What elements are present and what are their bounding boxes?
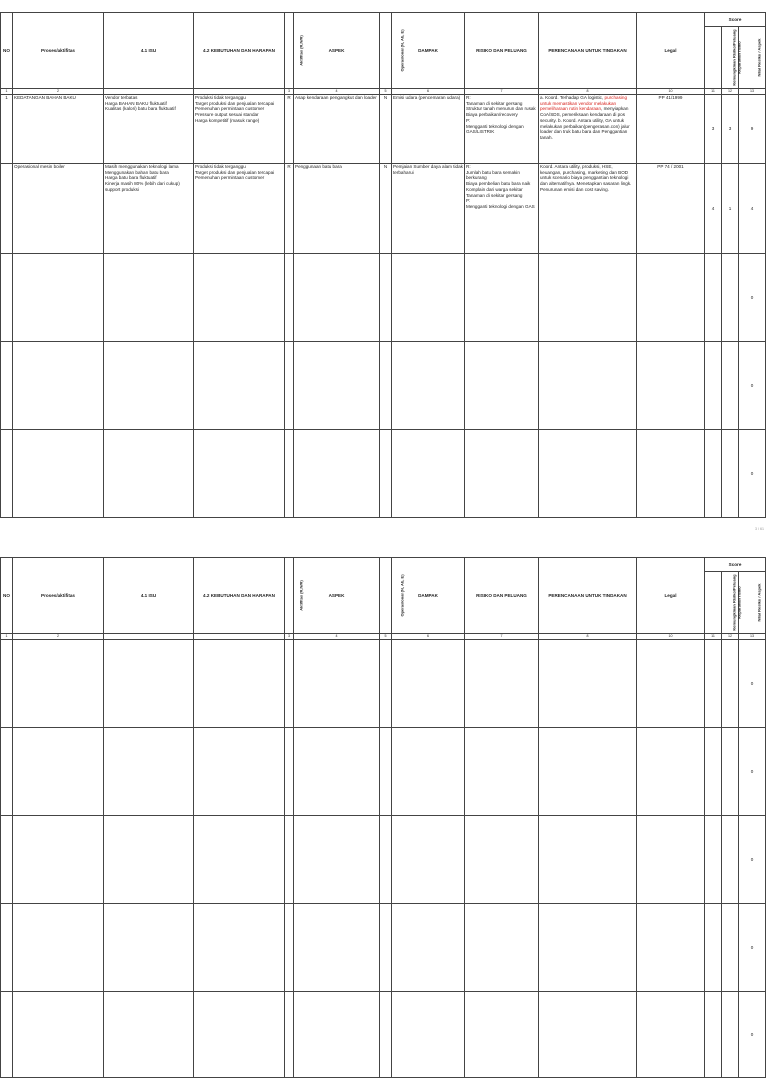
table-row-empty — [1, 728, 766, 816]
register-table-1 — [0, 12, 766, 518]
row-no: 1 — [1, 95, 13, 164]
col-number: 3 — [285, 89, 294, 95]
col-nilai: Nilai Resiko / Aspek — [739, 572, 766, 634]
row-nilai: 0 — [739, 992, 766, 1078]
row-kebutuhan: Produksi tidak terganggu Target produksi dan penjualan tercapai Pemenuhan permintaan customer Pressure output sesuai standar Harga kompetitif (masuk range) — [194, 95, 285, 164]
row-risiko: R: Jumlah batu bara semakin berkurang Biaya pembelian batu bara naik Komplain dari warga sekitar Tanaman di sekitar gersang P: Mengganti teknologi dengan GAS — [465, 164, 539, 254]
col-number: 8 — [539, 634, 637, 640]
col-number: 10 — [637, 634, 705, 640]
row-nilai: 0 — [739, 342, 766, 430]
header-row — [1, 13, 766, 27]
col-dampak: DAMPAK — [392, 13, 465, 89]
row-perencanaan: Koord. Antara utility, produksi, HSE, keuangan, purchasing, marketing dan BOD untuk scenario biaya penggantian teknologi dan alternatifnya. Menetapkan sasaran lingk. Penurunan emisi dan cost saving. — [539, 164, 637, 254]
col-number: 11 — [705, 634, 722, 640]
row-nilai: 0 — [739, 430, 766, 518]
row-aktifitas: R — [285, 95, 294, 164]
row-aspek: Asap kendaraan pengangkut dan loader — [294, 95, 380, 164]
col-number: 1 — [1, 89, 13, 95]
row-isu: Masih menggunakan teknologi lama Menggunakan bahan batu bara Harga batu bara fluktuatif Kinerja masih 80% (lebih dari cukup) support produksi — [104, 164, 194, 254]
col-aspek: ASPEK — [294, 558, 380, 634]
col-keparahan: Keparahan risiko — [722, 27, 739, 89]
col-number: 2 — [13, 634, 104, 640]
col-number: 3 — [285, 634, 294, 640]
col-legal: Legal — [637, 13, 705, 89]
col-kebutuhan: 4.2 KEBUTUHAN DAN HARAPAN — [194, 13, 285, 89]
col-legal: Legal — [637, 558, 705, 634]
page-number: 3 / 61 — [755, 527, 764, 531]
col-risiko: RISIKO DAN PELUANG — [465, 558, 539, 634]
col-number: 6 — [392, 634, 465, 640]
col-isu: 4.1 ISU — [104, 13, 194, 89]
row-nilai: 0 — [739, 254, 766, 342]
table-row-empty — [1, 342, 766, 430]
col-number: 7 — [465, 634, 539, 640]
col-number: 4 — [294, 89, 380, 95]
row-legal: PP 74 / 2001 — [637, 164, 705, 254]
col-kemungkinan: Kemungkinan Risiko/Peluang — [705, 572, 722, 634]
col-keparahan: Keparahan risiko — [722, 572, 739, 634]
col-number: 12 — [722, 634, 739, 640]
row-nilai: 9 — [739, 95, 766, 164]
row-kemungkinan: 3 — [705, 95, 722, 164]
row-nilai: 4 — [739, 164, 766, 254]
row-isu: Vendor terbatas Harga BAHAN BAKU fluktuatif Kualitas (kalori) batu bara fluktuatif — [104, 95, 194, 164]
row-proses: KEDATANGAN BAHAN BAKU — [13, 95, 104, 164]
col-number: 5 — [380, 89, 392, 95]
col-number: 13 — [739, 89, 766, 95]
row-perencanaan: a. Koord. Terhadap GA logistic, purchasing untuk memastikan vendor melakukan pemeliharaan rutin kendaraan, menyiapkan CoA/SDS, pemeriksaan kendaraan di pos security. b. Koord. Antara utility, GA untuk melakukan perbaikan(pengerasan.con) jalur loader dan truk batu bara dan Penggantian tanah. — [539, 95, 637, 164]
table-row-empty — [1, 254, 766, 342]
row-keparahan: 3 — [722, 95, 739, 164]
col-score: Score — [705, 558, 766, 572]
col-number: 7 — [465, 89, 539, 95]
row-operasional: N — [380, 164, 392, 254]
col-number: 12 — [722, 89, 739, 95]
row-nilai: 0 — [739, 904, 766, 992]
col-number: 13 — [739, 634, 766, 640]
row-kemungkinan: 4 — [705, 164, 722, 254]
col-operasional: Operasional (N, Ab, E) — [380, 13, 392, 89]
col-proses: Proses/aktifitas — [13, 13, 104, 89]
row-dampak: Emisi udara (pencemaran udara) — [392, 95, 465, 164]
col-perencanaan: PERENCANAAN UNTUK TINDAKAN — [539, 13, 637, 89]
col-number: 6 — [392, 89, 465, 95]
col-number: 11 — [705, 89, 722, 95]
header-row — [1, 558, 766, 572]
table-row — [1, 95, 766, 164]
col-no: NO — [1, 13, 13, 89]
row-nilai: 0 — [739, 728, 766, 816]
col-number: 2 — [13, 89, 104, 95]
row-no — [1, 164, 13, 254]
table-row-empty — [1, 992, 766, 1078]
col-aktifitas: Aktifitas (R,N/R) — [285, 13, 294, 89]
col-dampak: DAMPAK — [392, 558, 465, 634]
row-keparahan: 1 — [722, 164, 739, 254]
col-kemungkinan: Kemungkinan Risiko/Peluang — [705, 27, 722, 89]
row-risiko: R: Tanaman di sekitar gersang Struktur tanah menurun dan rusak Biaya perbaikan/recovery P: Mengganti teknologi dengan GAS/LISTRIK — [465, 95, 539, 164]
col-risiko: RISIKO DAN PELUANG — [465, 13, 539, 89]
col-nilai: Nilai Resiko / Aspek — [739, 27, 766, 89]
table-row-empty — [1, 640, 766, 728]
row-legal: PP 41/1999 — [637, 95, 705, 164]
table-row-empty — [1, 816, 766, 904]
table-row-empty — [1, 904, 766, 992]
row-aktifitas: R — [285, 164, 294, 254]
row-operasional: N — [380, 95, 392, 164]
col-number: 4 — [294, 634, 380, 640]
col-proses: Proses/aktifitas — [13, 558, 104, 634]
row-kebutuhan: Produksi tidak terganggu Target produksi dan penjualan tercapai Pemenuhan permintaan customer — [194, 164, 285, 254]
col-aspek: ASPEK — [294, 13, 380, 89]
col-no: NO — [1, 558, 13, 634]
row-proses: Operasional mesin boiler — [13, 164, 104, 254]
col-number: 1 — [1, 634, 13, 640]
table-row — [1, 164, 766, 254]
register-table-2 — [0, 557, 766, 1078]
row-aspek: Penggunaan batu bara — [294, 164, 380, 254]
table-row-empty — [1, 430, 766, 518]
row-nilai: 0 — [739, 640, 766, 728]
col-isu: 4.1 ISU — [104, 558, 194, 634]
col-number: 10 — [637, 89, 705, 95]
col-score: Score — [705, 13, 766, 27]
col-perencanaan: PERENCANAAN UNTUK TINDAKAN — [539, 558, 637, 634]
col-number: 8 — [539, 89, 637, 95]
row-dampak: Pemjaian Sumber daya alam tidak terbaharui — [392, 164, 465, 254]
col-number: 5 — [380, 634, 392, 640]
col-operasional: Operasional (N, Ab, E) — [380, 558, 392, 634]
col-kebutuhan: 4.2 KEBUTUHAN DAN HARAPAN — [194, 558, 285, 634]
col-aktifitas: Aktifitas (R,N/R) — [285, 558, 294, 634]
row-nilai: 0 — [739, 816, 766, 904]
